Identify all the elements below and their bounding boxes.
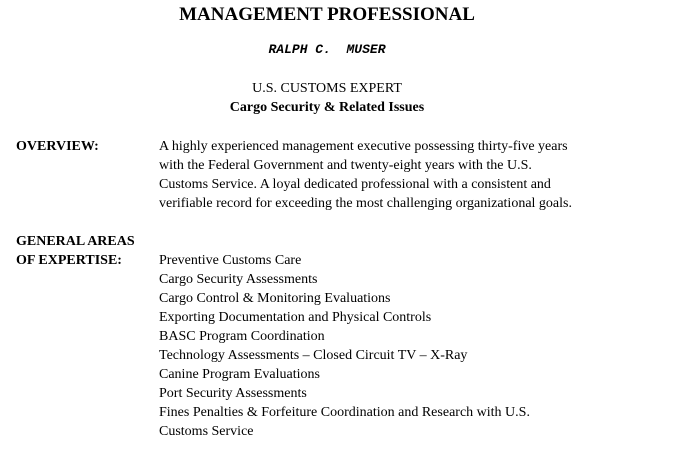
overview-line: with the Federal Government and twenty-eight years with the U.S.	[159, 158, 532, 173]
overview-line: A highly experienced management executive possessing thirty-five years	[159, 139, 568, 154]
list-item: Exporting Documentation and Physical Controls	[159, 310, 432, 325]
list-item: Preventive Customs Care	[159, 253, 302, 268]
expertise-label-line2: OF EXPERTISE:	[16, 253, 122, 268]
subtitle-focus: Cargo Security & Related Issues	[229, 100, 425, 115]
list-item: Cargo Control & Monitoring Evaluations	[159, 291, 391, 306]
document-title: MANAGEMENT PROFESSIONAL	[179, 4, 475, 25]
overview-line: Customs Service. A loyal dedicated professional with a consistent and	[159, 177, 551, 192]
overview-line: verifiable record for exceeding the most challenging organizational goals.	[159, 196, 572, 211]
overview-label: OVERVIEW:	[16, 139, 99, 154]
list-item: Port Security Assessments	[159, 386, 307, 401]
list-item: Fines Penalties & Forfeiture Coordination and Research with U.S.	[159, 405, 530, 420]
expertise-list	[159, 251, 530, 441]
expertise-label-line1: GENERAL AREAS	[16, 234, 135, 249]
list-item: Cargo Security Assessments	[159, 272, 318, 287]
list-item: Customs Service	[159, 424, 254, 439]
list-item: Canine Program Evaluations	[159, 367, 320, 382]
author-name: RALPH C. MUSER	[268, 42, 386, 57]
subtitle-role: U.S. CUSTOMS EXPERT	[252, 81, 402, 96]
list-item: Technology Assessments – Closed Circuit TV – X-Ray	[159, 348, 468, 363]
list-item: BASC Program Coordination	[159, 329, 325, 344]
overview-text	[159, 137, 572, 213]
